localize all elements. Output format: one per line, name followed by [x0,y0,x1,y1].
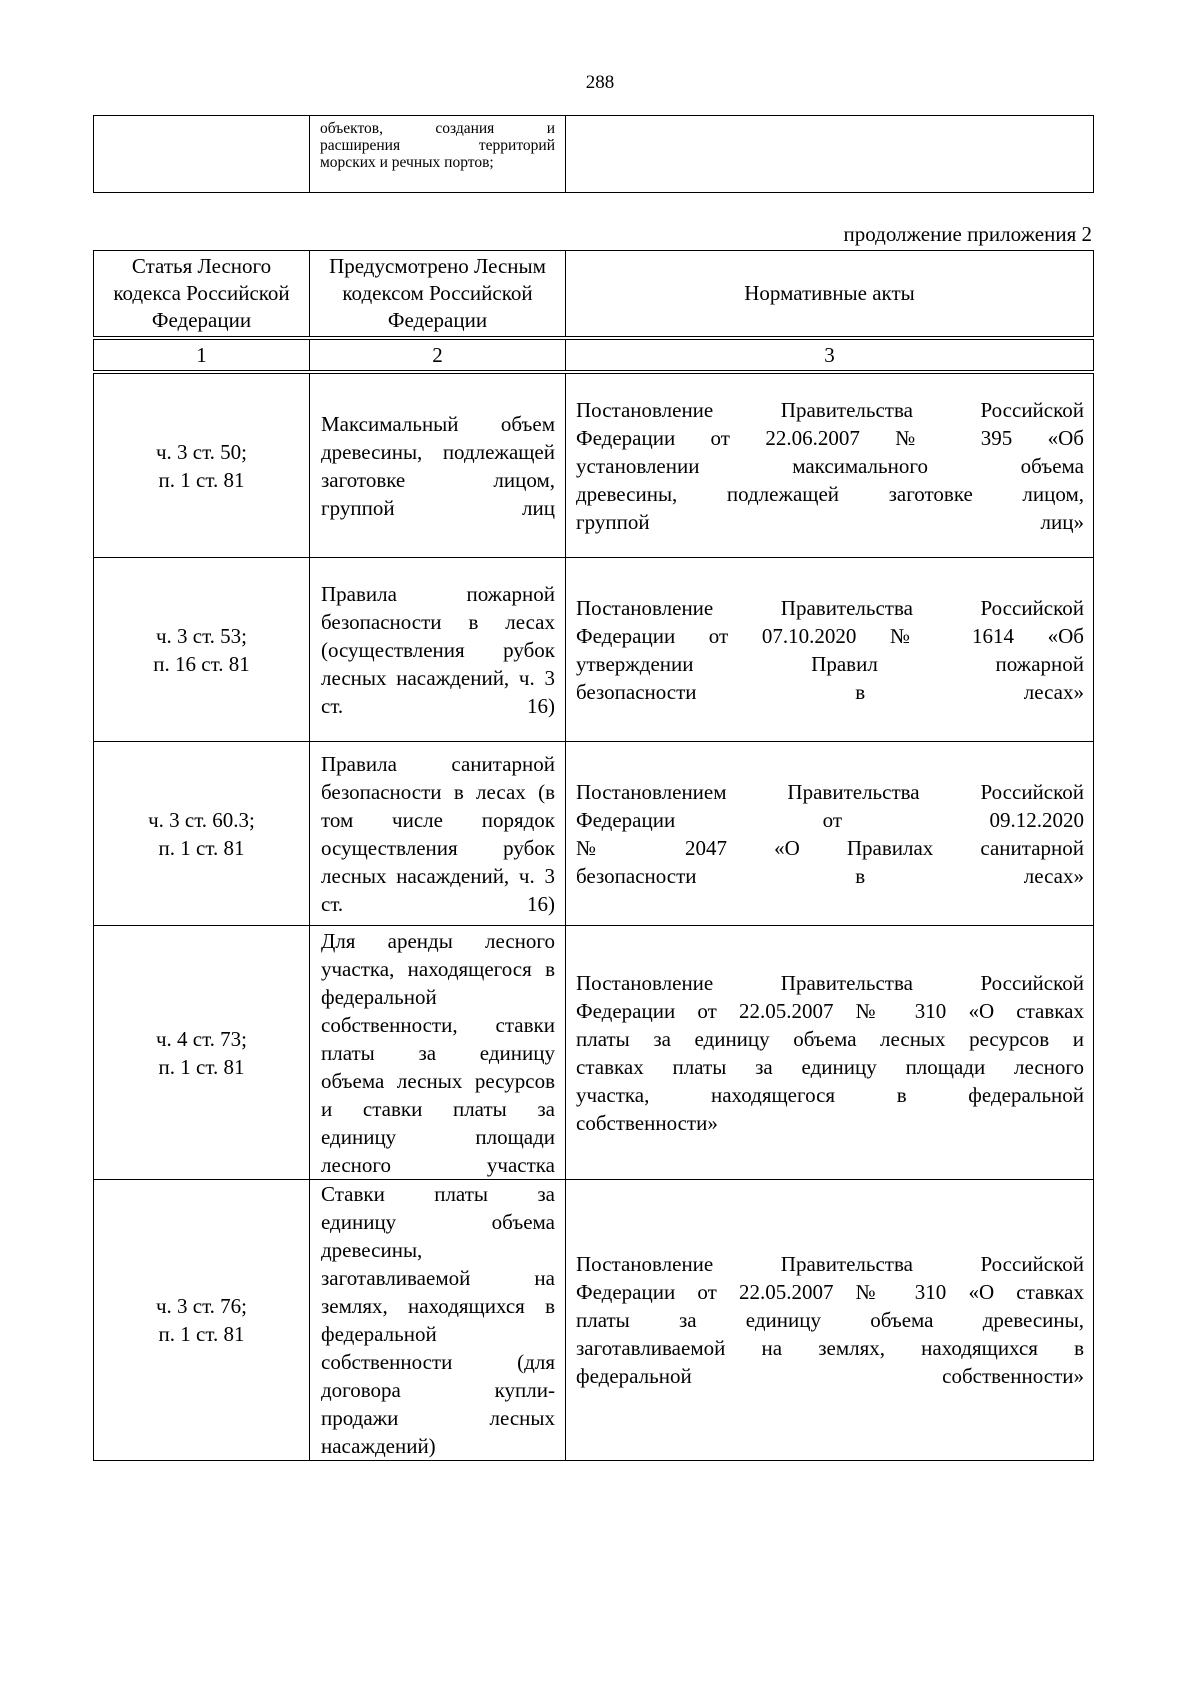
continuation-label: продолжение приложения 2 [843,222,1092,246]
cell-line: собственности, ставки [321,1012,555,1037]
acts-cell [566,558,1094,742]
cell-line: безопасности в лесах» [576,679,1084,704]
cell-line: участка, находящегося в федеральной [576,1082,1084,1107]
article-cell [94,558,310,742]
cell-line: участка, находящегося в [321,956,555,981]
header-provided: Предусмотрено Лесным кодексом Российской Федерации [310,251,566,339]
article-cell [94,926,310,1180]
article-cell [94,372,310,558]
table-row [94,558,1094,742]
cell-line: Постановление Правительства Российской [576,1252,1084,1276]
article-cell [94,1180,310,1461]
cell-line: договора купли- [321,1378,555,1402]
cell-line: Правила пожарной [321,581,555,606]
cell-line: Федерации от 22.05.2007 № 310 «О ставках [576,1280,1084,1304]
cell-line: п. 1 ст. 81 [158,1054,245,1079]
cell-line: лесных насаждений, ч. 3 [321,665,555,690]
cell-line: Федерации от 09.12.2020 [576,807,1084,832]
header-acts: Нормативные акты [566,251,1094,339]
cell-line: ставках платы за единицу площади лесного [576,1054,1084,1079]
fragment-line: объектов, создания и [320,120,555,137]
column-number-row [94,338,1094,372]
table-row [94,372,1094,558]
cell-line: п. 16 ст. 81 [153,651,250,676]
cell-line: Постановление Правительства Российской [576,970,1084,995]
cell-line: Ставки платы за [321,1182,555,1206]
cell-line: Для аренды лесного [321,928,555,953]
cell-line: заготавливаемой на [321,1266,555,1290]
cell-line: и ставки платы за [321,1096,555,1121]
cell-line: группой лиц [321,495,555,520]
appendix-table [93,250,1094,1461]
cell-line: осуществления рубок [321,835,555,860]
header-row [94,251,1094,339]
cell-line: безопасности в лесах (в [321,779,555,804]
cell-line: ч. 4 ст. 73; [155,1026,248,1051]
cell-line: ч. 3 ст. 53; [155,623,248,648]
fragment-cell-1 [94,116,310,193]
cell-line: том числе порядок [321,807,555,832]
cell-line: Федерации от 22.05.2007 № 310 «О ставках [576,998,1084,1023]
acts-cell [566,926,1094,1180]
cell-line: безопасности в лесах» [576,863,1084,888]
cell-line: землях, находящихся в [321,1294,555,1318]
cell-line: п. 1 ст. 81 [158,835,245,860]
cell-line: Федерации от 07.10.2020 № 1614 «Об [576,623,1084,648]
cell-line: лесного участка [321,1152,555,1177]
cell-line: п. 1 ст. 81 [158,1322,245,1346]
cell-line: Правила санитарной [321,751,555,776]
cell-line: Федерации от 22.06.2007 № 395 «Об [576,425,1084,450]
cell-line: древесины, подлежащей заготовке лицом, [576,481,1084,506]
cell-line: утверждении Правил пожарной [576,651,1084,676]
cell-line: Постановление Правительства Российской [576,397,1084,422]
cell-line: платы за единицу [321,1040,555,1065]
cell-line: федеральной собственности» [576,1364,1084,1388]
acts-cell [566,1180,1094,1461]
cell-line: федеральной [321,1322,437,1346]
cell-line: единицу объема [321,1210,555,1234]
article-cell [94,742,310,926]
provided-cell [310,558,566,742]
cell-line: федеральной [321,984,437,1009]
cell-line: собственности» [576,1110,718,1135]
cell-line: заготовке лицом, [321,467,555,492]
cell-line: ст. 16) [321,891,555,916]
provided-cell [310,926,566,1180]
page-number: 288 [585,72,615,93]
column-number: 1 [94,338,310,372]
cell-line: единицу площади [321,1124,555,1149]
acts-cell [566,372,1094,558]
fragment-line: морских и речных портов; [320,154,494,171]
cell-line: Максимальный объем [321,411,555,436]
cell-line: ст. 16) [321,693,555,718]
cell-line: ч. 3 ст. 60.3; [148,807,255,832]
column-number: 3 [566,338,1094,372]
cell-line: (осуществления рубок [321,637,555,662]
cell-line: безопасности в лесах [321,609,555,634]
fragment-line: расширения территорий [320,137,555,154]
cell-line: п. 1 ст. 81 [158,467,245,492]
cell-line: ч. 3 ст. 76; [155,1294,248,1318]
cell-line: установлении максимального объема [576,453,1084,478]
provided-cell [310,742,566,926]
cell-line: платы за единицу объема лесных ресурсов и [576,1026,1084,1051]
acts-cell [566,742,1094,926]
table-row [94,1180,1094,1461]
cell-line: собственности (для [321,1350,555,1374]
fragment-cell-3 [566,116,1094,193]
cell-line: ч. 3 ст. 50; [155,439,248,464]
cell-line: древесины, [321,1238,423,1262]
cell-line: древесины, подлежащей [321,439,555,464]
cell-line: платы за единицу объема древесины, [576,1308,1084,1332]
cell-line: заготавливаемой на землях, находящихся в [576,1336,1084,1360]
cell-line: Постановлением Правительства Российской [576,779,1084,804]
cell-line: № 2047 «О Правилах санитарной [576,835,1084,860]
provided-cell [310,372,566,558]
fragment-cell-2 [310,116,566,193]
continued-table-fragment [93,115,1094,193]
table-row [94,926,1094,1180]
provided-cell [310,1180,566,1461]
header-article: Статья Лесного кодекса Российской Федерации [94,251,310,339]
cell-line: объема лесных ресурсов [321,1068,555,1093]
column-number: 2 [310,338,566,372]
table-row [94,742,1094,926]
cell-line: группой лиц» [576,509,1084,534]
cell-line: продажи лесных [321,1406,555,1430]
cell-line: насаждений) [321,1434,436,1458]
cell-line: лесных насаждений, ч. 3 [321,863,555,888]
cell-line: Постановление Правительства Российской [576,595,1084,620]
